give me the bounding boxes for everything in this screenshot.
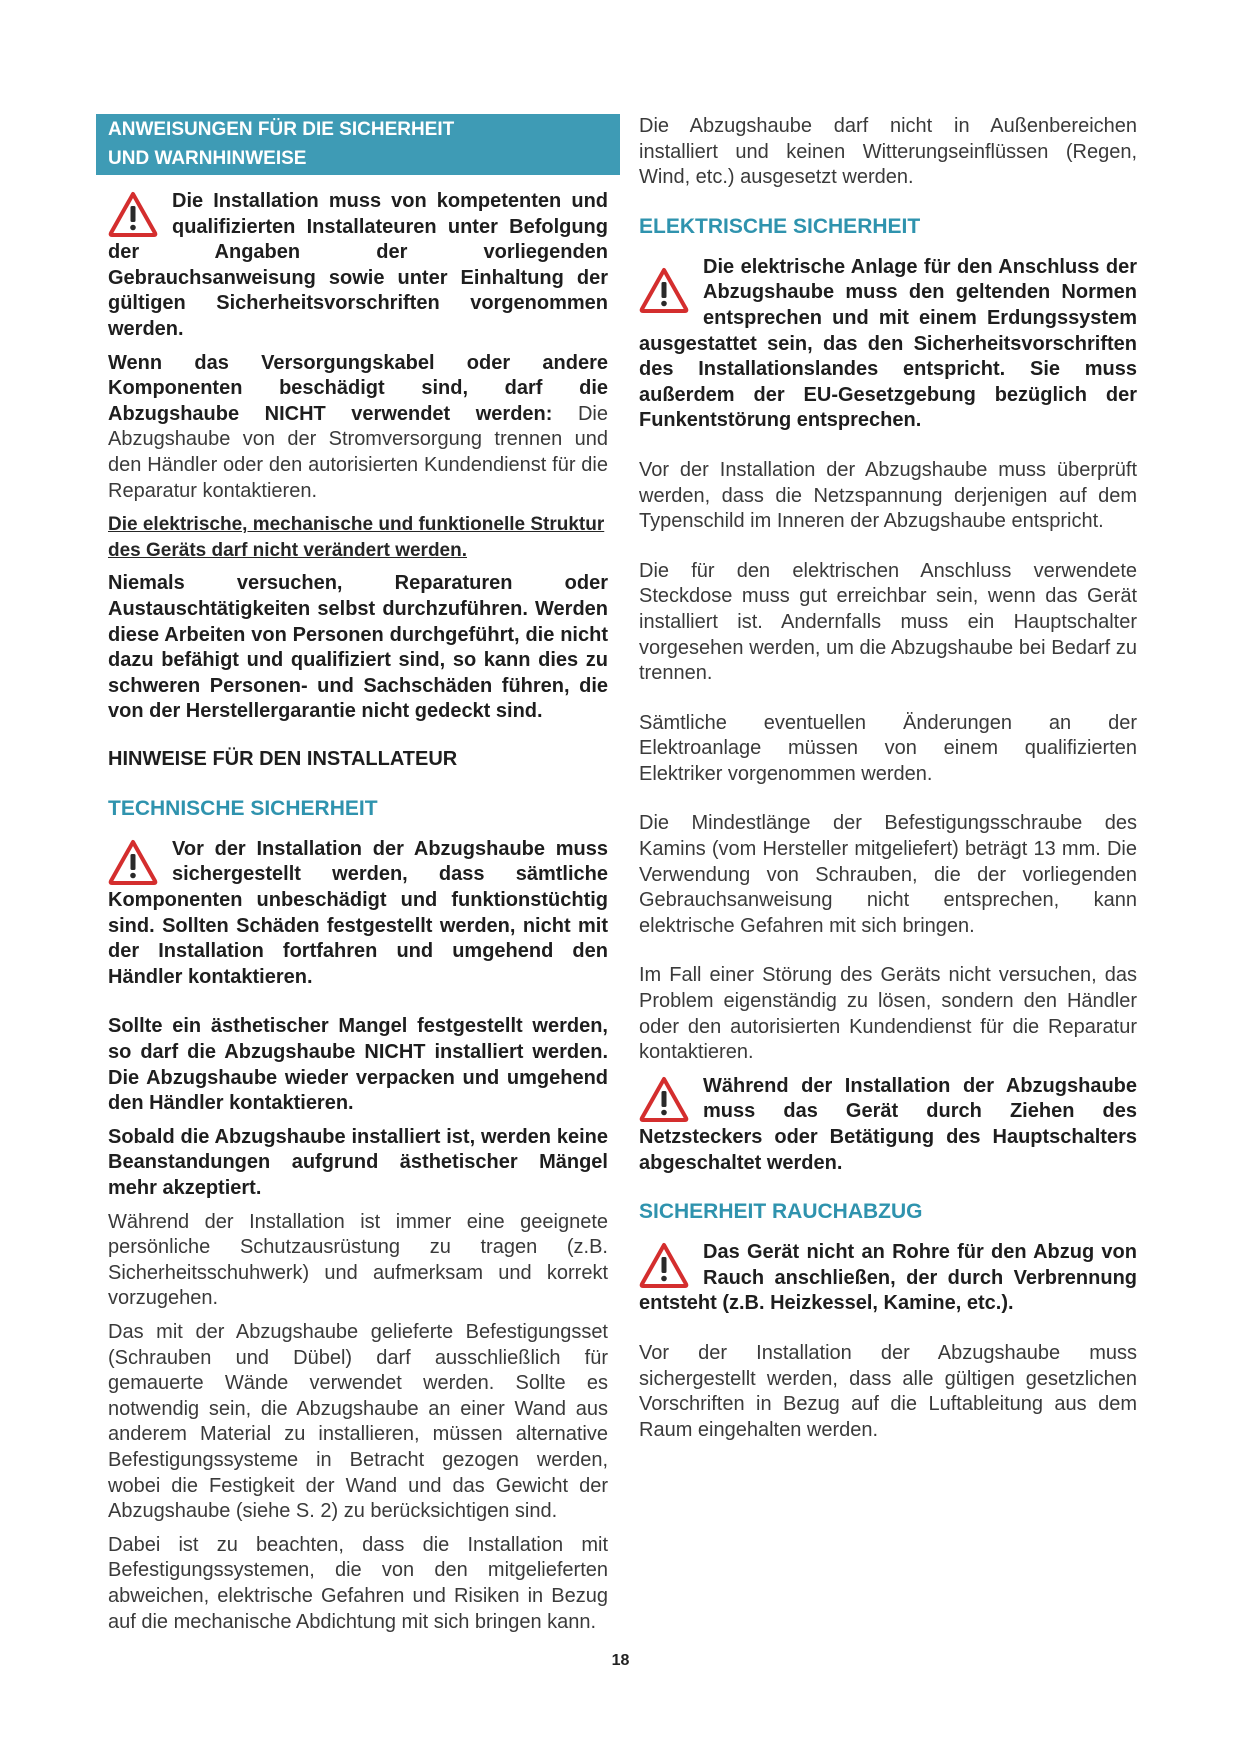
banner-line-1: ANWEISUNGEN FÜR DIE SICHERHEIT: [108, 119, 455, 140]
warning-block-electrical: [639, 255, 1137, 434]
warning-block-disconnect: [639, 1074, 1137, 1176]
warning-text: Das Gerät nicht an Rohre für den Abzug von Rauch anschließen, der durch Verbrennung entsteht (z.B. Heizkessel, Kamine, etc.).: [639, 1241, 1137, 1315]
paragraph-screw-length: Die Mindestlänge der Befestigungsschraube des Kamins (vom Hersteller mitgeliefert) beträgt 13 mm. Die Verwendung von Schrauben, die der vorliegenden Gebrauchsanweisung nicht entsprechen, kann elektrische Gefahren mit sich bringen.: [639, 812, 1137, 937]
warning-text: Die Installation muss von kompetenten und qualifizierten Installateuren unter Befolgung der Angaben der vorliegenden Gebrauchsanweisung sowie unter Einhaltung der gültigen Sicherheitsvorschriften vorgenommen werden.: [108, 190, 608, 340]
warning-triangle-icon: [108, 191, 158, 237]
paragraph-outdoor: Die Abzugshaube darf nicht in Außenbereichen installiert und keinen Witterungseinflüssen (Regen, Wind, etc.) ausgesetzt werden.: [639, 115, 1137, 189]
paragraph-alternative-fixing: Dabei ist zu beachten, dass die Installation mit Befestigungssystemen, die von den mitgelieferten abweichen, elektrische Gefahren und Risiken in Bezug auf die mechanische Abdichtung mit sich bringen kann.: [108, 1533, 608, 1633]
right-column: [639, 114, 1137, 1451]
warning-block-installation: [108, 189, 608, 343]
warning-text: Die elektrische Anlage für den Anschluss der Abzugshaube muss den geltenden Normen entsprechen und mit einem Erdungssystem ausgestattet sein, das den Sicherheitsvorschriften des Installationslandes entspricht. Sie muss außerdem der EU-Gesetzgebung bezüglich der Funkentstörung entsprechen.: [639, 255, 1137, 432]
paragraph-repairs: Niemals versuchen, Reparaturen oder Austauschtätigkeiten selbst durchzuführen. Werden diese Arbeiten von Personen durchgeführt, die nicht dazu befähigt und qualifiziert sind, so kann dies zu schweren Personen- und Sachschäden führen, die von der Herstellergarantie nicht gedeckt sind.: [108, 572, 608, 723]
paragraph-socket: Die für den elektrischen Anschluss verwendete Steckdose muss gut erreichbar sein, wenn das Gerät installiert ist. Andernfalls muss ein Hauptschalter vorgesehen werden, um die Abzugshaube bei Bedarf zu trennen.: [639, 559, 1137, 685]
warning-triangle-icon: [639, 267, 689, 313]
paragraph-modifications: Sämtliche eventuellen Änderungen an der Elektroanlage müssen von einem qualifizierten Elektriker vorgenommen werden.: [639, 711, 1137, 785]
paragraph-air-regulations: Vor der Installation der Abzugshaube muss sichergestellt werden, dass alle gültigen gesetzlichen Vorschriften in Bezug auf die Luftableitung aus dem Raum eingehalten werden.: [639, 1341, 1137, 1441]
page-number: 18: [611, 1652, 630, 1669]
paragraph-fixing-set: Das mit der Abzugshaube gelieferte Befestigungsset (Schrauben und Dübel) darf ausschließlich für gemauerte Wände verwendet werden. Sollte es notwendig sein, die Abzugshaube an einer Wand aus anderem Material zu installieren, müssen alternative Befestigungssysteme in Betracht gezogen werden, wobei die Festigkeit der Wand und das Gewicht der Abzugshaube (siehe S. 2) zu berücksichtigen sind.: [108, 1320, 608, 1523]
paragraph-light-part: Die Abzugshaube von der Stromversorgung trennen und den Händler oder den autorisierten Kundendienst für die Reparatur kontaktieren.: [108, 402, 608, 502]
technical-safety-heading: TECHNISCHE SICHERHEIT: [108, 796, 378, 820]
warning-text: Vor der Installation der Abzugshaube muss sichergestellt werden, dass sämtliche Komponenten unbeschädigt und funktionstüchtig sind. Sollten Schäden festgestellt werden, nicht mit der Installation fortfahren und umgehend den Händler kontaktieren.: [108, 837, 608, 988]
warning-block-components: [108, 837, 608, 991]
paragraph-protective-equipment: Während der Installation ist immer eine geeignete persönliche Schutzausrüstung zu tragen (z.B. Sicherheitsschuhwerk) und aufmerksam und korrekt vorzugehen.: [108, 1210, 608, 1310]
warning-triangle-icon: [108, 839, 158, 885]
underlined-notice: Die elektrische, mechanische und funktionelle Struktur des Geräts darf nicht verändert werden.: [108, 514, 605, 561]
paragraph-malfunction: Im Fall einer Störung des Geräts nicht versuchen, das Problem eigenständig zu lösen, sondern den Händler oder den autorisierten Kundendienst für die Reparatur kontaktieren.: [639, 964, 1137, 1064]
warning-triangle-icon: [639, 1242, 689, 1288]
left-column: [108, 114, 608, 1643]
paragraph-voltage-check: Vor der Installation der Abzugshaube muss überprüft werden, dass die Netzspannung derjenigen auf dem Typenschild im Inneren der Abzugshaube entspricht.: [639, 458, 1137, 533]
paragraph-aesthetic-defect: Sollte ein ästhetischer Mangel festgestellt werden, so darf die Abzugshaube NICHT installiert werden. Die Abzugshaube wieder verpacken und umgehend den Händler kontaktieren.: [108, 1015, 608, 1115]
warning-block-smoke: [639, 1240, 1137, 1317]
paragraph-bold-part: Wenn das Versorgungskabel oder andere Komponenten beschädigt sind, darf die Abzugshaube NICHT verwendet werden:: [108, 351, 608, 425]
warning-text: Während der Installation der Abzugshaube muss das Gerät durch Ziehen des Netzsteckers oder Betätigung des Hauptschalters abgeschaltet werden.: [639, 1074, 1137, 1174]
warning-triangle-icon: [639, 1076, 689, 1122]
installer-heading: HINWEISE FÜR DEN INSTALLATEUR: [108, 747, 458, 770]
electrical-safety-heading: ELEKTRISCHE SICHERHEIT: [639, 214, 921, 238]
paragraph-no-complaints: Sobald die Abzugshaube installiert ist, werden keine Beanstandungen aufgrund ästhetischer Mängel mehr akzeptiert.: [108, 1125, 608, 1199]
paragraph-damaged-cable: [108, 351, 608, 505]
section-banner: [96, 114, 620, 175]
banner-line-2: UND WARNHINWEISE: [108, 148, 307, 169]
smoke-safety-heading: SICHERHEIT RAUCHABZUG: [639, 1200, 923, 1224]
